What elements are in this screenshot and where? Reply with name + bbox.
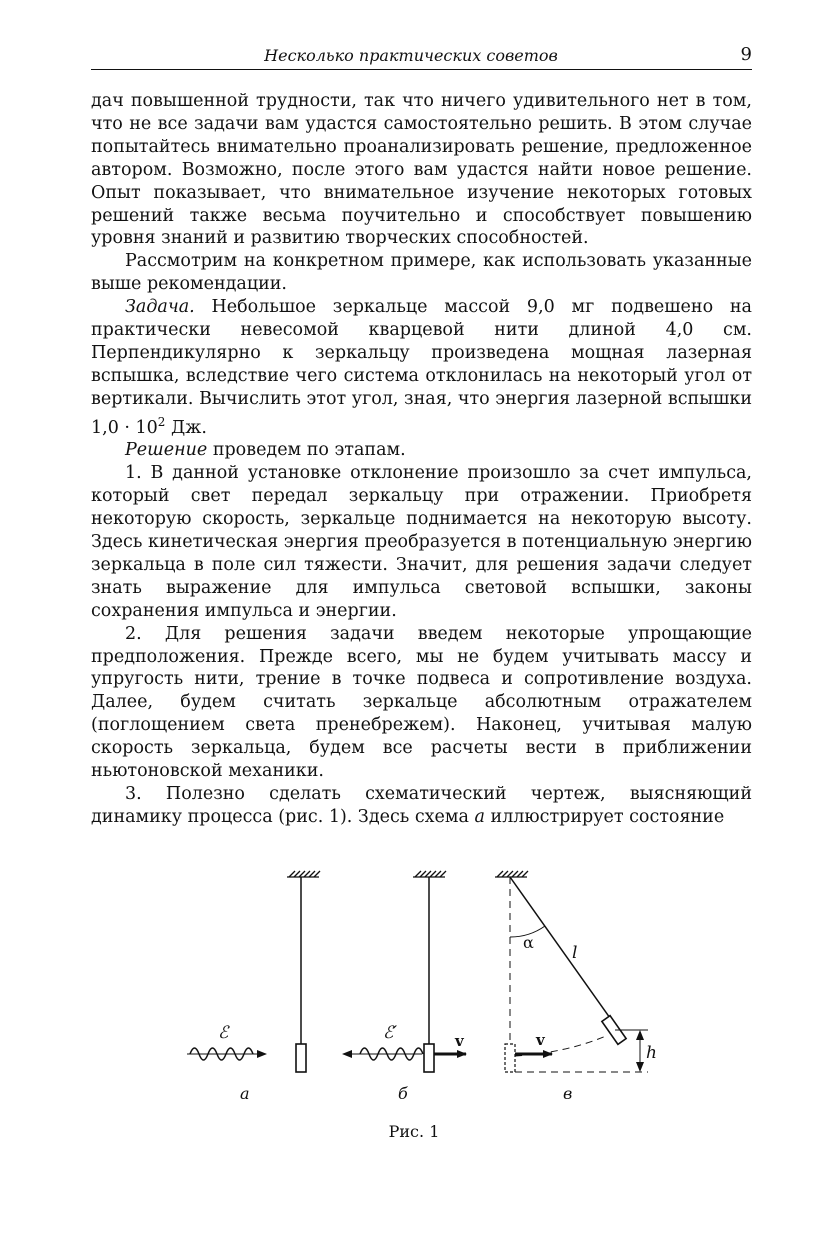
panel-a-ceiling-hatch — [287, 871, 320, 877]
paragraph-step-2: 2. Для решения задачи введем некоторые упрощающие предположения. Прежде всего, мы не будем учитывать массу и упругость нити, трение в точке подвеса и сопротивление воздуха. Далее, будем считать зеркальце абсолютным отражателем (поглощением света пренебрежем). Наконец, учитывая малую скорость зеркальца, будем все расчеты вести в приближении ньютоновской механики. — [91, 623, 752, 782]
panel-c-label: в — [563, 1084, 573, 1103]
panel-c-angle-label: α — [523, 933, 534, 952]
problem-exponent: 2 — [157, 414, 166, 429]
panel-c-length-label: l — [572, 943, 578, 963]
step-3-text-a: 3. Полезно сделать схематический чертеж, выясняющий динамику процесса (рис. 1). Здесь схема — [91, 784, 752, 827]
paragraph-step-3 — [91, 783, 752, 829]
panel-a-energy-label: ℰ — [218, 1023, 229, 1043]
solution-label: Решение — [125, 440, 208, 461]
paragraph-problem — [91, 296, 752, 439]
panel-c-diagram — [495, 871, 657, 1103]
solution-text: проведем по этапам. — [212, 440, 406, 461]
paragraph-solution — [91, 439, 752, 462]
panel-c-velocity-label: v — [536, 1031, 545, 1049]
problem-label: Задача. — [125, 297, 195, 318]
step-3-variable: а — [474, 806, 485, 827]
panel-a-diagram — [187, 871, 320, 1103]
running-header — [91, 42, 752, 70]
page-number: 9 — [740, 44, 752, 65]
panel-c-ceiling-hatch — [495, 871, 528, 877]
panel-b-diagram — [343, 871, 466, 1103]
paragraph-2: Рассмотрим на конкретном примере, как использовать указанные выше рекомендации. — [91, 251, 752, 295]
panel-a-label: а — [240, 1084, 250, 1103]
panel-a-mirror — [296, 1044, 306, 1072]
body-text — [91, 90, 752, 829]
step-3-text-b: иллюстрирует состояние — [490, 806, 725, 827]
header-title: Несколько практических советов — [264, 46, 558, 65]
panel-b-velocity-label: v — [455, 1032, 464, 1050]
figure-caption: Рис. 1 — [388, 1122, 440, 1141]
panel-b-energy-label: ℰ′ — [383, 1023, 398, 1043]
paragraph-step-1: 1. В данной установке отклонение произошло за счет импульса, который свет передал зеркальцу при отражении. Приобретя некоторую скорость, зеркальце поднимается на некоторую высоту. Здесь кинетическая энергия преобразуется в потенциальную энергию зеркальца в поле сил тяжести. Значит, для решения задачи следует знать выражение для импульса световой вспышки, законы сохранения импульса и энергии. — [91, 463, 752, 621]
panel-c-height-label: h — [646, 1043, 657, 1063]
problem-unit: Дж. — [171, 417, 207, 438]
panel-b-mirror — [424, 1044, 434, 1072]
problem-text: Небольшое зеркальце массой 9,0 мг подвешено на практически невесомой кварцевой нити длиной 4,0 см. Перпендикулярно к зеркальцу произведена мощная лазерная вспышка, вследствие чего система отклонилась на некоторый угол от вертикали. Вычислить этот угол, зная, что энергия лазерной вспышки 1,0 · 10 — [91, 297, 752, 438]
panel-b-ceiling-hatch — [413, 871, 446, 877]
panel-b-label: б — [398, 1084, 408, 1103]
paragraph-1: дач повышенной трудности, так что ничего удивительного нет в том, что не все задачи вам удастся самостоятельно решить. В этом случае попытайтесь внимательно проанализировать решение, предложенное автором. Возможно, после этого вам удастся найти новое решение. Опыт показывает, что внимательное изучение некоторых готовых решений также весьма поучительно и способствует повышению уровня знаний и развитию творческих способностей. — [91, 91, 752, 249]
panel-c-initial-mirror — [505, 1044, 515, 1072]
figure-pendulum-diagram — [170, 868, 690, 1108]
